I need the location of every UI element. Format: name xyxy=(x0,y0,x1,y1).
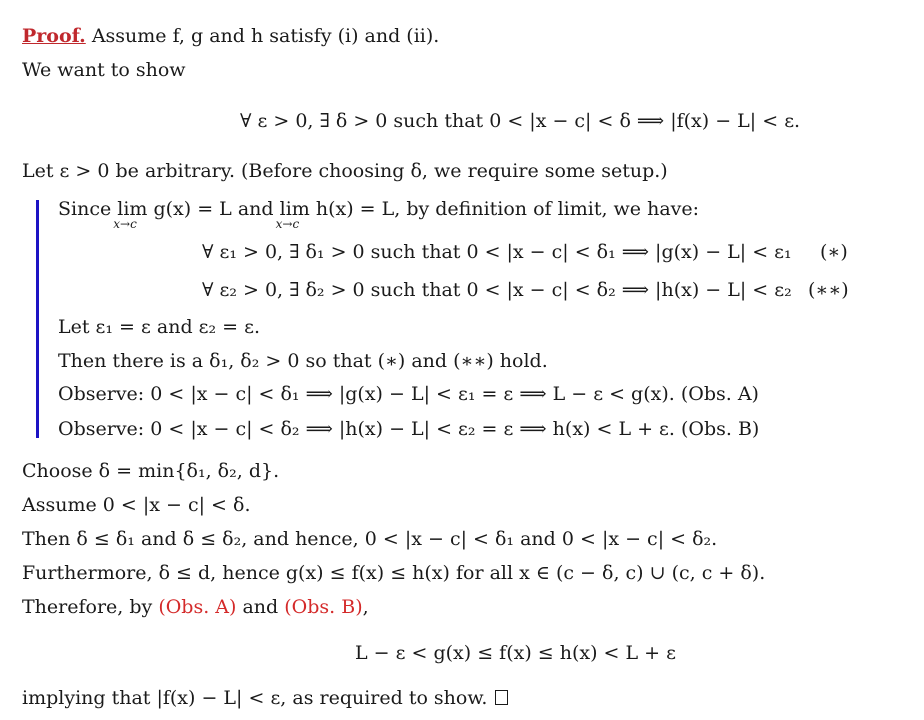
assume-line: Assume 0 < |x − c| < δ. xyxy=(22,494,251,516)
since-middle: g(x) = L and xyxy=(153,198,274,220)
and-text: and xyxy=(242,596,279,618)
conclusion-line xyxy=(22,687,508,709)
observation-a: Observe: 0 < |x − c| < δ₁ ⟹ |g(x) − L| < ε₁ = ε ⟹ L − ε < g(x). (Obs. A) xyxy=(58,383,759,405)
goal-statement: ∀ ε > 0, ∃ δ > 0 such that 0 < |x − c| < δ ⟹ |f(x) − L| < ε. xyxy=(240,110,801,132)
since-word: Since xyxy=(58,198,112,220)
then-deltas-line: Then there is a δ₁, δ₂ > 0 so that (∗) and (∗∗) hold. xyxy=(58,350,548,372)
lim-word: lim xyxy=(117,198,148,220)
therefore-text: Therefore, by xyxy=(22,596,153,618)
obs-b-reference: (Obs. B) xyxy=(284,596,363,618)
qed-square-icon xyxy=(495,690,508,705)
since-line xyxy=(58,198,700,231)
since-end: h(x) = L, by definition of limit, we have: xyxy=(315,198,700,220)
limit-g xyxy=(113,198,148,231)
choose-delta-line: Choose δ = min{δ₁, δ₂, d}. xyxy=(22,460,280,482)
lim-word: lim xyxy=(279,198,310,220)
equation-h: ∀ ε₂ > 0, ∃ δ₂ > 0 such that 0 < |x − c| < δ₂ ⟹ |h(x) − L| < ε₂ xyxy=(202,279,792,301)
limit-h xyxy=(275,198,310,231)
let-epsilon-line: Let ε > 0 be arbitrary. (Before choosing δ, we require some setup.) xyxy=(22,160,668,182)
goal-intro: We want to show xyxy=(22,59,186,81)
equation-g-tag: (∗) xyxy=(820,241,848,263)
therefore-line xyxy=(22,596,369,618)
inequality-chain: L − ε < g(x) ≤ f(x) ≤ h(x) < L + ε xyxy=(355,642,676,664)
furthermore-line: Furthermore, δ ≤ d, hence g(x) ≤ f(x) ≤ h(x) for all x ∈ (c − δ, c) ∪ (c, c + δ). xyxy=(22,562,766,584)
let-epsilons-line: Let ε₁ = ε and ε₂ = ε. xyxy=(58,316,260,338)
proof-label: Proof. xyxy=(22,25,86,47)
observation-b: Observe: 0 < |x − c| < δ₂ ⟹ |h(x) − L| < ε₂ = ε ⟹ h(x) < L + ε. (Obs. B) xyxy=(58,418,760,440)
lim-subscript: x→c xyxy=(275,217,300,231)
obs-a-reference: (Obs. A) xyxy=(158,596,237,618)
comma-text: , xyxy=(362,596,369,618)
lim-subscript: x→c xyxy=(113,217,137,231)
equation-h-tag: (∗∗) xyxy=(808,279,849,301)
setup-block-bar xyxy=(36,200,39,438)
assumption-text: Assume f, g and h satisfy (i) and (ii). xyxy=(91,25,440,47)
proof-intro xyxy=(22,25,439,47)
conclusion-text: implying that |f(x) − L| < ε, as required to show. xyxy=(22,687,488,709)
then-line: Then δ ≤ δ₁ and δ ≤ δ₂, and hence, 0 < |x − c| < δ₁ and 0 < |x − c| < δ₂. xyxy=(22,528,718,550)
equation-g: ∀ ε₁ > 0, ∃ δ₁ > 0 such that 0 < |x − c| < δ₁ ⟹ |g(x) − L| < ε₁ xyxy=(202,241,792,263)
